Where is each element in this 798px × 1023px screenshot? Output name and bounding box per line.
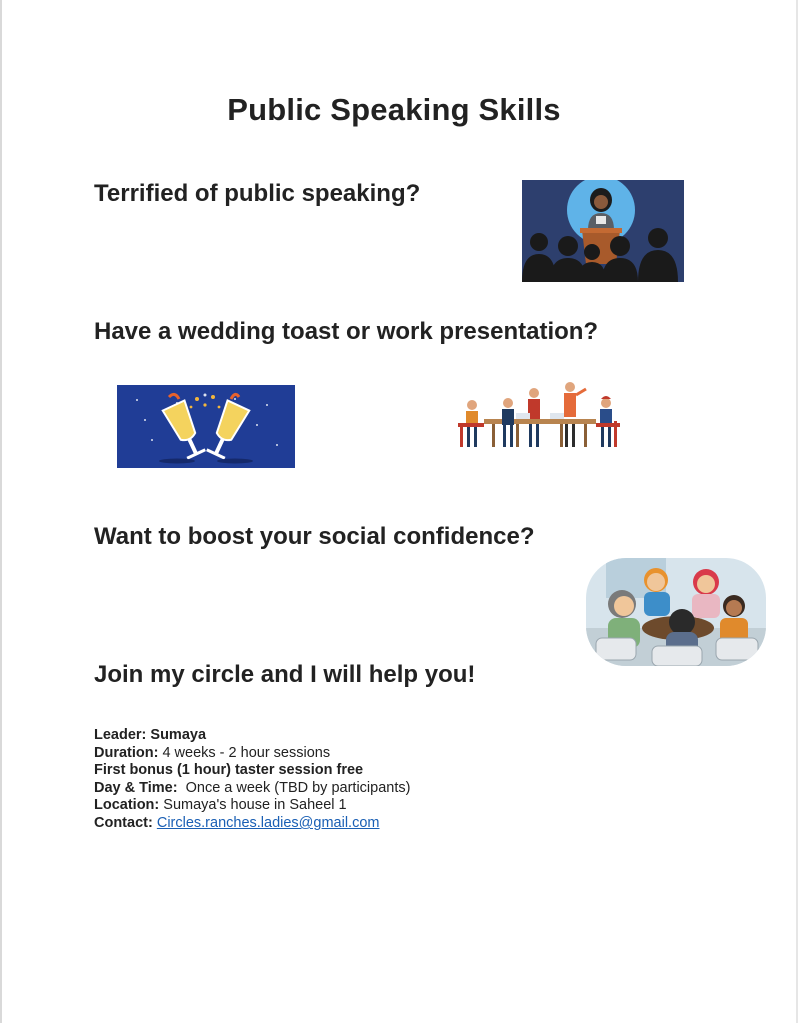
duration-value: 4 weeks - 2 hour sessions [158, 744, 331, 761]
question-social-confidence: Want to boost your social confidence? [94, 523, 535, 550]
question-wedding-toast: Have a wedding toast or work presentation? [94, 318, 599, 345]
duration-line [94, 745, 410, 763]
daytime-line [94, 780, 410, 798]
page-edge-left [0, 0, 2, 1023]
contact-line [94, 815, 410, 833]
work-meeting-icon [456, 381, 622, 451]
location-label: Location: [94, 797, 160, 814]
bonus-line [94, 762, 410, 780]
location-value: Sumaya's house in Saheel 1 [159, 797, 347, 814]
daytime-label: Day & Time: [94, 779, 178, 796]
join-circle-heading: Join my circle and I will help you! [94, 661, 476, 688]
daytime-value: Once a week (TBD by participants) [177, 779, 411, 796]
contact-label: Contact: [94, 814, 153, 831]
question-terrified: Terrified of public speaking? [94, 180, 421, 207]
page-title: Public Speaking Skills [227, 92, 561, 127]
contact-email-link[interactable]: Circles.ranches.ladies@gmail.com [156, 814, 380, 831]
location-line [94, 797, 410, 815]
leader-label: Leader: Sumaya [94, 727, 207, 743]
speaker-podium-icon [522, 180, 684, 282]
champagne-toast-icon [117, 385, 295, 468]
leader-line [94, 727, 410, 745]
group-circle-icon [586, 558, 766, 666]
session-details [94, 727, 410, 833]
duration-label: Duration: [94, 744, 159, 761]
bonus-text: First bonus (1 hour) taster session free [94, 762, 364, 779]
